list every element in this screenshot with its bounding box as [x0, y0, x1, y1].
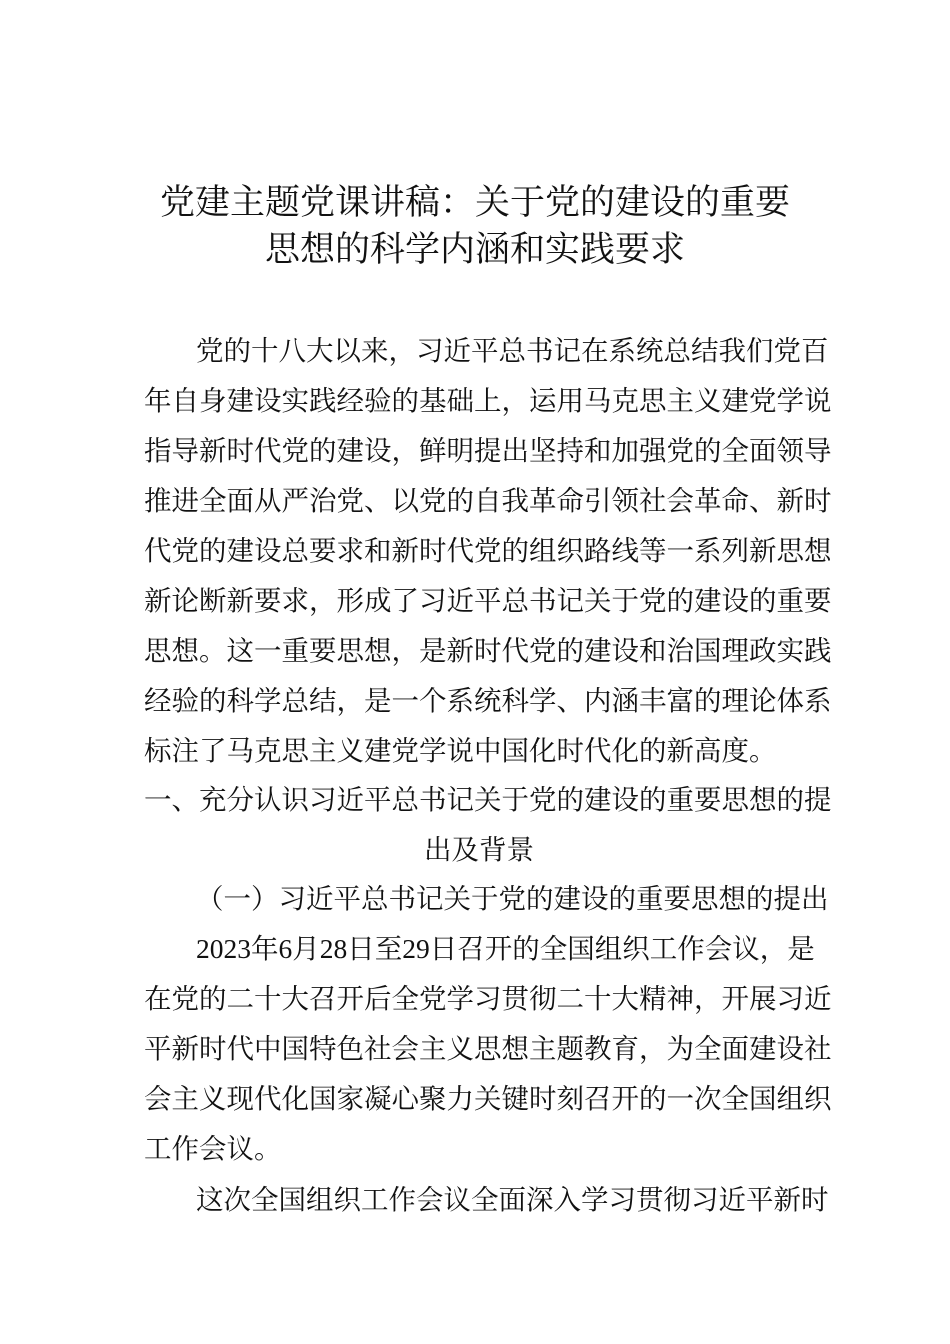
date-month: 6 [278, 933, 293, 964]
date-month-char: 月 [292, 933, 320, 965]
paragraph-1-line-7: 思想。这一重要思想，是新时代党的建设和治国理政实践 [144, 635, 832, 667]
paragraph-2-line-1-rest: 日召开的全国组织工作会议，是 [429, 933, 815, 965]
date-day-start: 28 [319, 933, 348, 964]
paragraph-3-line-1: 这次全国组织工作会议全面深入学习贯彻习近平新时 [196, 1184, 829, 1216]
paragraph-2-line-1 [196, 929, 814, 969]
document-title-line-2: 思想的科学内涵和实践要求 [264, 230, 685, 270]
paragraph-2-line-5: 工作会议。 [144, 1133, 282, 1165]
document-title-line-1: 党建主题党课讲稿：关于党的建设的重要 [159, 183, 790, 223]
paragraph-2-line-4: 会主义现代化国家凝心聚力关键时刻召开的一次全国组织 [144, 1083, 832, 1115]
paragraph-1-line-1: 党的十八大以来，习近平总书记在系统总结我们党百 [196, 335, 829, 367]
date-day-end: 29 [402, 933, 430, 964]
paragraph-1-line-5: 代党的建设总要求和新时代党的组织路线等一系列新思想 [144, 535, 832, 567]
paragraph-2-line-2: 在党的二十大召开后全党学习贯彻二十大精神，开展习近 [144, 983, 832, 1015]
paragraph-1-line-2: 年自身建设实践经验的基础上，运用马克思主义建党学说 [144, 385, 832, 417]
paragraph-1-line-3: 指导新时代党的建设，鲜明提出坚持和加强党的全面领导 [144, 435, 832, 467]
section-heading-1-line-1: 一、充分认识习近平总书记关于党的建设的重要思想的提 [144, 784, 832, 816]
subsection-heading-1: （一）习近平总书记关于党的建设的重要思想的提出 [196, 883, 829, 915]
paragraph-1-line-4: 推进全面从严治党、以党的自我革命引领社会革命、新时 [144, 485, 832, 517]
paragraph-2-line-3: 平新时代中国特色社会主义思想主题教育，为全面建设社 [144, 1033, 832, 1065]
paragraph-1-line-9: 标注了马克思主义建党学说中国化时代化的新高度。 [144, 735, 777, 767]
date-year: 2023 [196, 933, 251, 964]
date-range-text: 日至 [347, 933, 403, 965]
paragraph-1-line-8: 经验的科学总结，是一个系统科学、内涵丰富的理论体系 [144, 685, 832, 717]
paragraph-1-line-6: 新论断新要求，形成了习近平总书记关于党的建设的重要 [144, 585, 832, 617]
section-heading-1-line-2: 出及背景 [424, 834, 534, 866]
date-year-char: 年 [251, 933, 279, 965]
